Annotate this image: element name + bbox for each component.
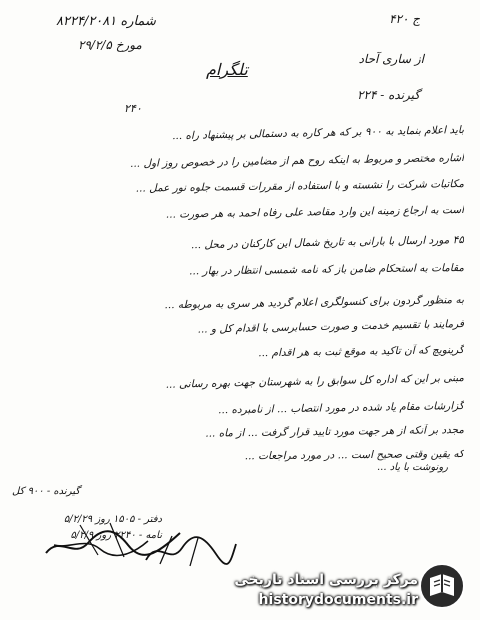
document-title: تلگرام xyxy=(206,60,248,79)
body-line: مبنی بر این که اداره کل سوابق را به شهرستان جهت بهره رسانی ... xyxy=(165,372,465,391)
body-line: گرینویچ که آن تاکید به موقع ثبت به هر اقدام ... xyxy=(258,344,465,360)
body-line: اشاره مختصر و مربوط به اینکه روح هم از مضامین را در خصوص روز اول ... xyxy=(129,152,465,170)
footer-line: رونوشت با یاد ... xyxy=(377,462,448,473)
footer-line: دفتر - ۱۵۰۵ روز ۵/۲/۲۹ xyxy=(63,514,162,525)
body-line: فرمایند با تقسیم خدمت و صورت حسابرسی با اقدام کل و ... xyxy=(197,318,465,336)
top-left-date: مورخ ۲۹/۲/۵ xyxy=(78,38,142,52)
footer-line: نامه - ۲۲۴۰ روز ۵/۲/۹ xyxy=(70,530,162,541)
body-line: مقامات به استحکام ضامن باز که نامه شمسی انتظار در بهار ... xyxy=(189,262,465,278)
body-line: مجدد بر آنکه از هر جهت مورد تایید قرار گرفت ... از ماه ... xyxy=(205,424,465,440)
body-line: مکاتبات شرکت را نشسته و با استفاده از مقررات قسمت جلوه نور عمل ... xyxy=(135,178,465,195)
body-line: ۴۵ مورد ارسال با بارانی به تاریخ شمال این کارکنان در محل ... xyxy=(190,234,465,252)
signature-center xyxy=(140,530,240,570)
book-emblem-icon xyxy=(418,562,466,610)
footer-line: گیرنده - ۹۰۰ کل xyxy=(12,486,80,497)
reference-line: گیرنده - ۲۲۴ xyxy=(357,88,420,102)
top-left-number: شماره ۸۲۲۴/۲۰۸۱ xyxy=(56,14,156,29)
body-line: که یقین وقتی صحیح است ... در مورد مراجعات ... xyxy=(244,448,465,463)
watermark-url: historydocuments.ir xyxy=(258,592,418,608)
body-line: گزارشات مقام یاد شده در مورد انتصاب ... از نامبرده ... xyxy=(218,400,465,417)
body-line: است به ارجاع زمینه این وارد مقاصد علی رفاه احمد به هر صورت ... xyxy=(165,204,465,221)
top-right-code: ج ۴۲۰ xyxy=(389,12,420,26)
page-number: ۲۴۰ xyxy=(124,102,142,115)
body-line: به منظور گردون برای کنسولگری اعلام گردید هر سری به مربوطه ... xyxy=(164,294,465,312)
watermark-persian: مرکز بررسی اسناد تاریخی xyxy=(234,572,418,588)
top-right-origin: از ساری آحاد xyxy=(358,52,424,66)
body-line: باید اعلام بنماید به ۹۰۰ بر که هر کاره به دستمالی بر پیشنهاد راه ... xyxy=(172,124,465,143)
